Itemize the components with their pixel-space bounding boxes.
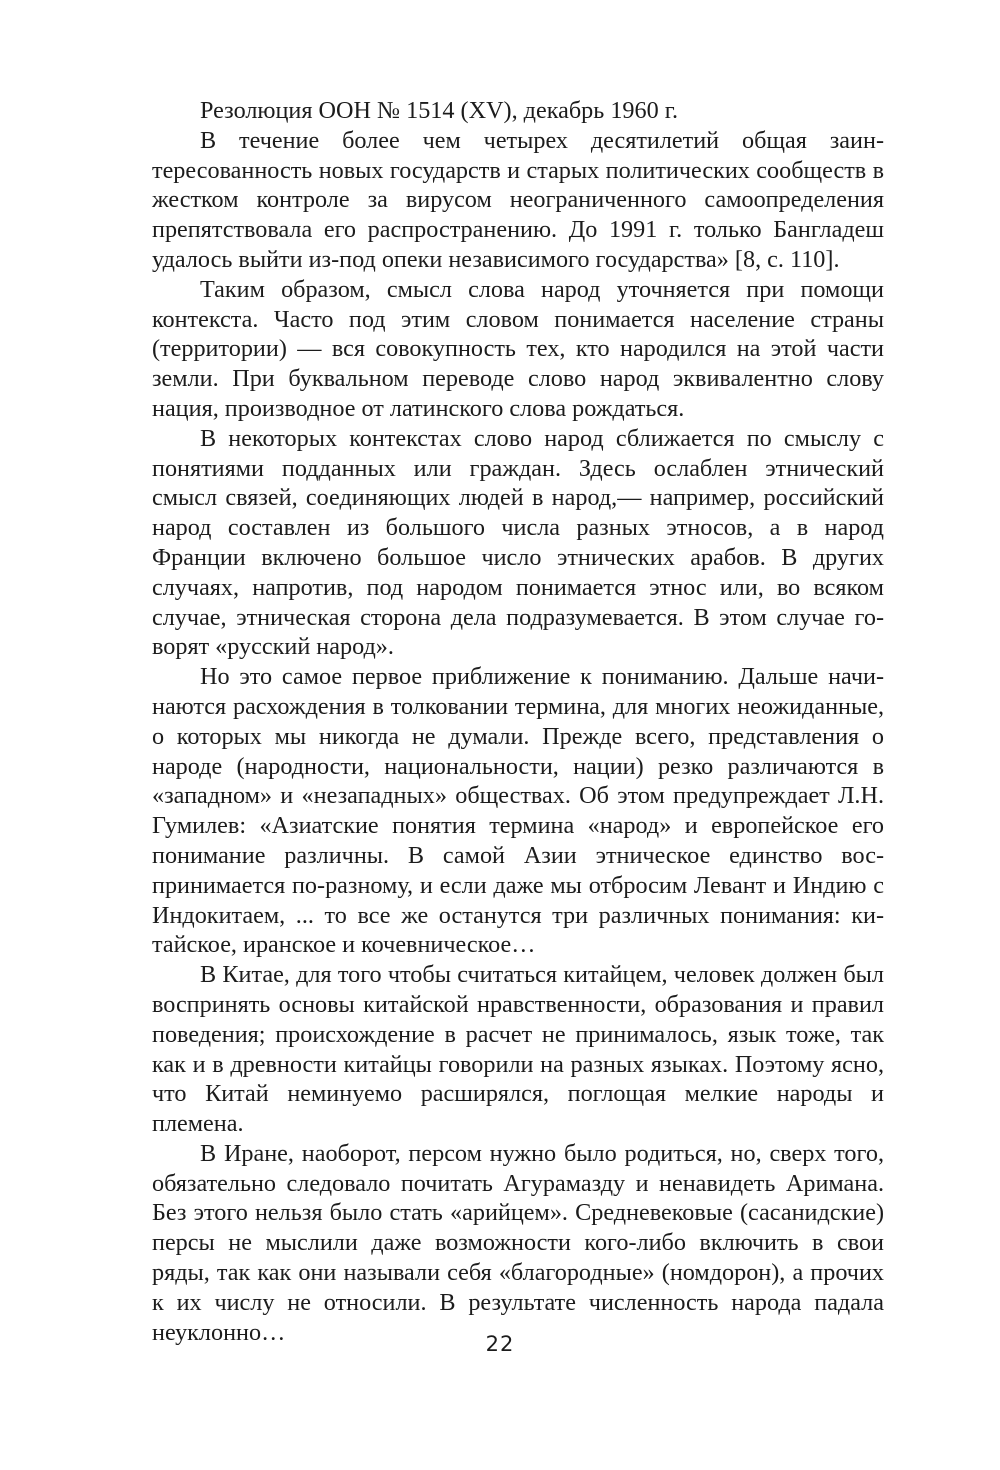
paragraph-gumilev-quote: Но это самое первое приближение к пониманию. Дальше начинаются расхождения в толковании термина, для многих неожиданные, о которых мы никогда не думали. Прежде всего, представления о народе (народности, национальности, нации) резко различаются в «западном» и «незападных» обществах. Об этом предупреждает Л.Н. Гумилев: «Азиатские понятия термина «народ» и европейское его понимание различны. В самой Азии этническое единство воспринимается по-разному, и если даже мы отбросим Левант и Индию с Индокитаем, ... то все же останутся три различных понимания: китайское, иранское и кочевническое… bbox=[152, 663, 884, 959]
page-body bbox=[152, 96, 884, 1347]
paragraph-resolution-citation: Резолюция ООН № 1514 (XV), декабрь 1960 г. bbox=[200, 97, 678, 124]
paragraph-word-people-context: Таким образом, смысл слова народ уточняется при помощи контекста. Часто под этим словом понимается население страны (территории) — вся совокупность тех, кто народился на этой части земли. При буквальном переводе слово народ эквивалентно слову нация, производное от латинского слова рождаться. bbox=[152, 275, 884, 422]
page-number: 22 bbox=[485, 1332, 515, 1356]
paragraph-china: В Китае, для того чтобы считаться китайцем, человек должен был воспринять основы китайской нравственности, образования и правил поведения; происхождение в расчет не принималось, язык тоже, так как и в древности китайцы говорили на разных языках. Поэтому ясно, что Китай неминуемо расширялся, поглощая мелкие народы и племена. bbox=[152, 961, 884, 1138]
paragraph-self-determination: В течение более чем четырех десятилетий общая заинтересованность новых государств и старых политических сообществ в жестком контроле за вирусом неограниченного самоопределения препятствовала его распространению. До 1991 г. только Бангладеш удалось выйти из-под опеки независимого государства» [8, с. 110]. bbox=[152, 126, 884, 273]
paragraph-subjects-citizens: В некоторых контекстах слово народ сближается по смыслу с понятиями подданных или граждан. Здесь ослаблен этнический смысл связей, соединяющих людей в народ,— например, российский народ составлен из большого числа разных этносов, а в народ Франции включено большое число этнических арабов. В других случаях, напротив, под народом понимается этнос или, во всяком случае, этническая сторона дела подразумевается. В этом случае говорят «русский народ». bbox=[152, 424, 884, 661]
paragraph-iran: В Иране, наоборот, персом нужно было родиться, но, сверх того, обязательно следовало почитать Агурамазду и ненавидеть Аримана. Без этого нельзя было стать «арийцем». Средневековые (сасанидские) персы не мыслили даже возможности кого-либо включить в свои ряды, так как они называли себя «благородные» (номдорон), а прочих к их числу не относили. В результате численность народа падала неуклонно… bbox=[152, 1139, 884, 1346]
